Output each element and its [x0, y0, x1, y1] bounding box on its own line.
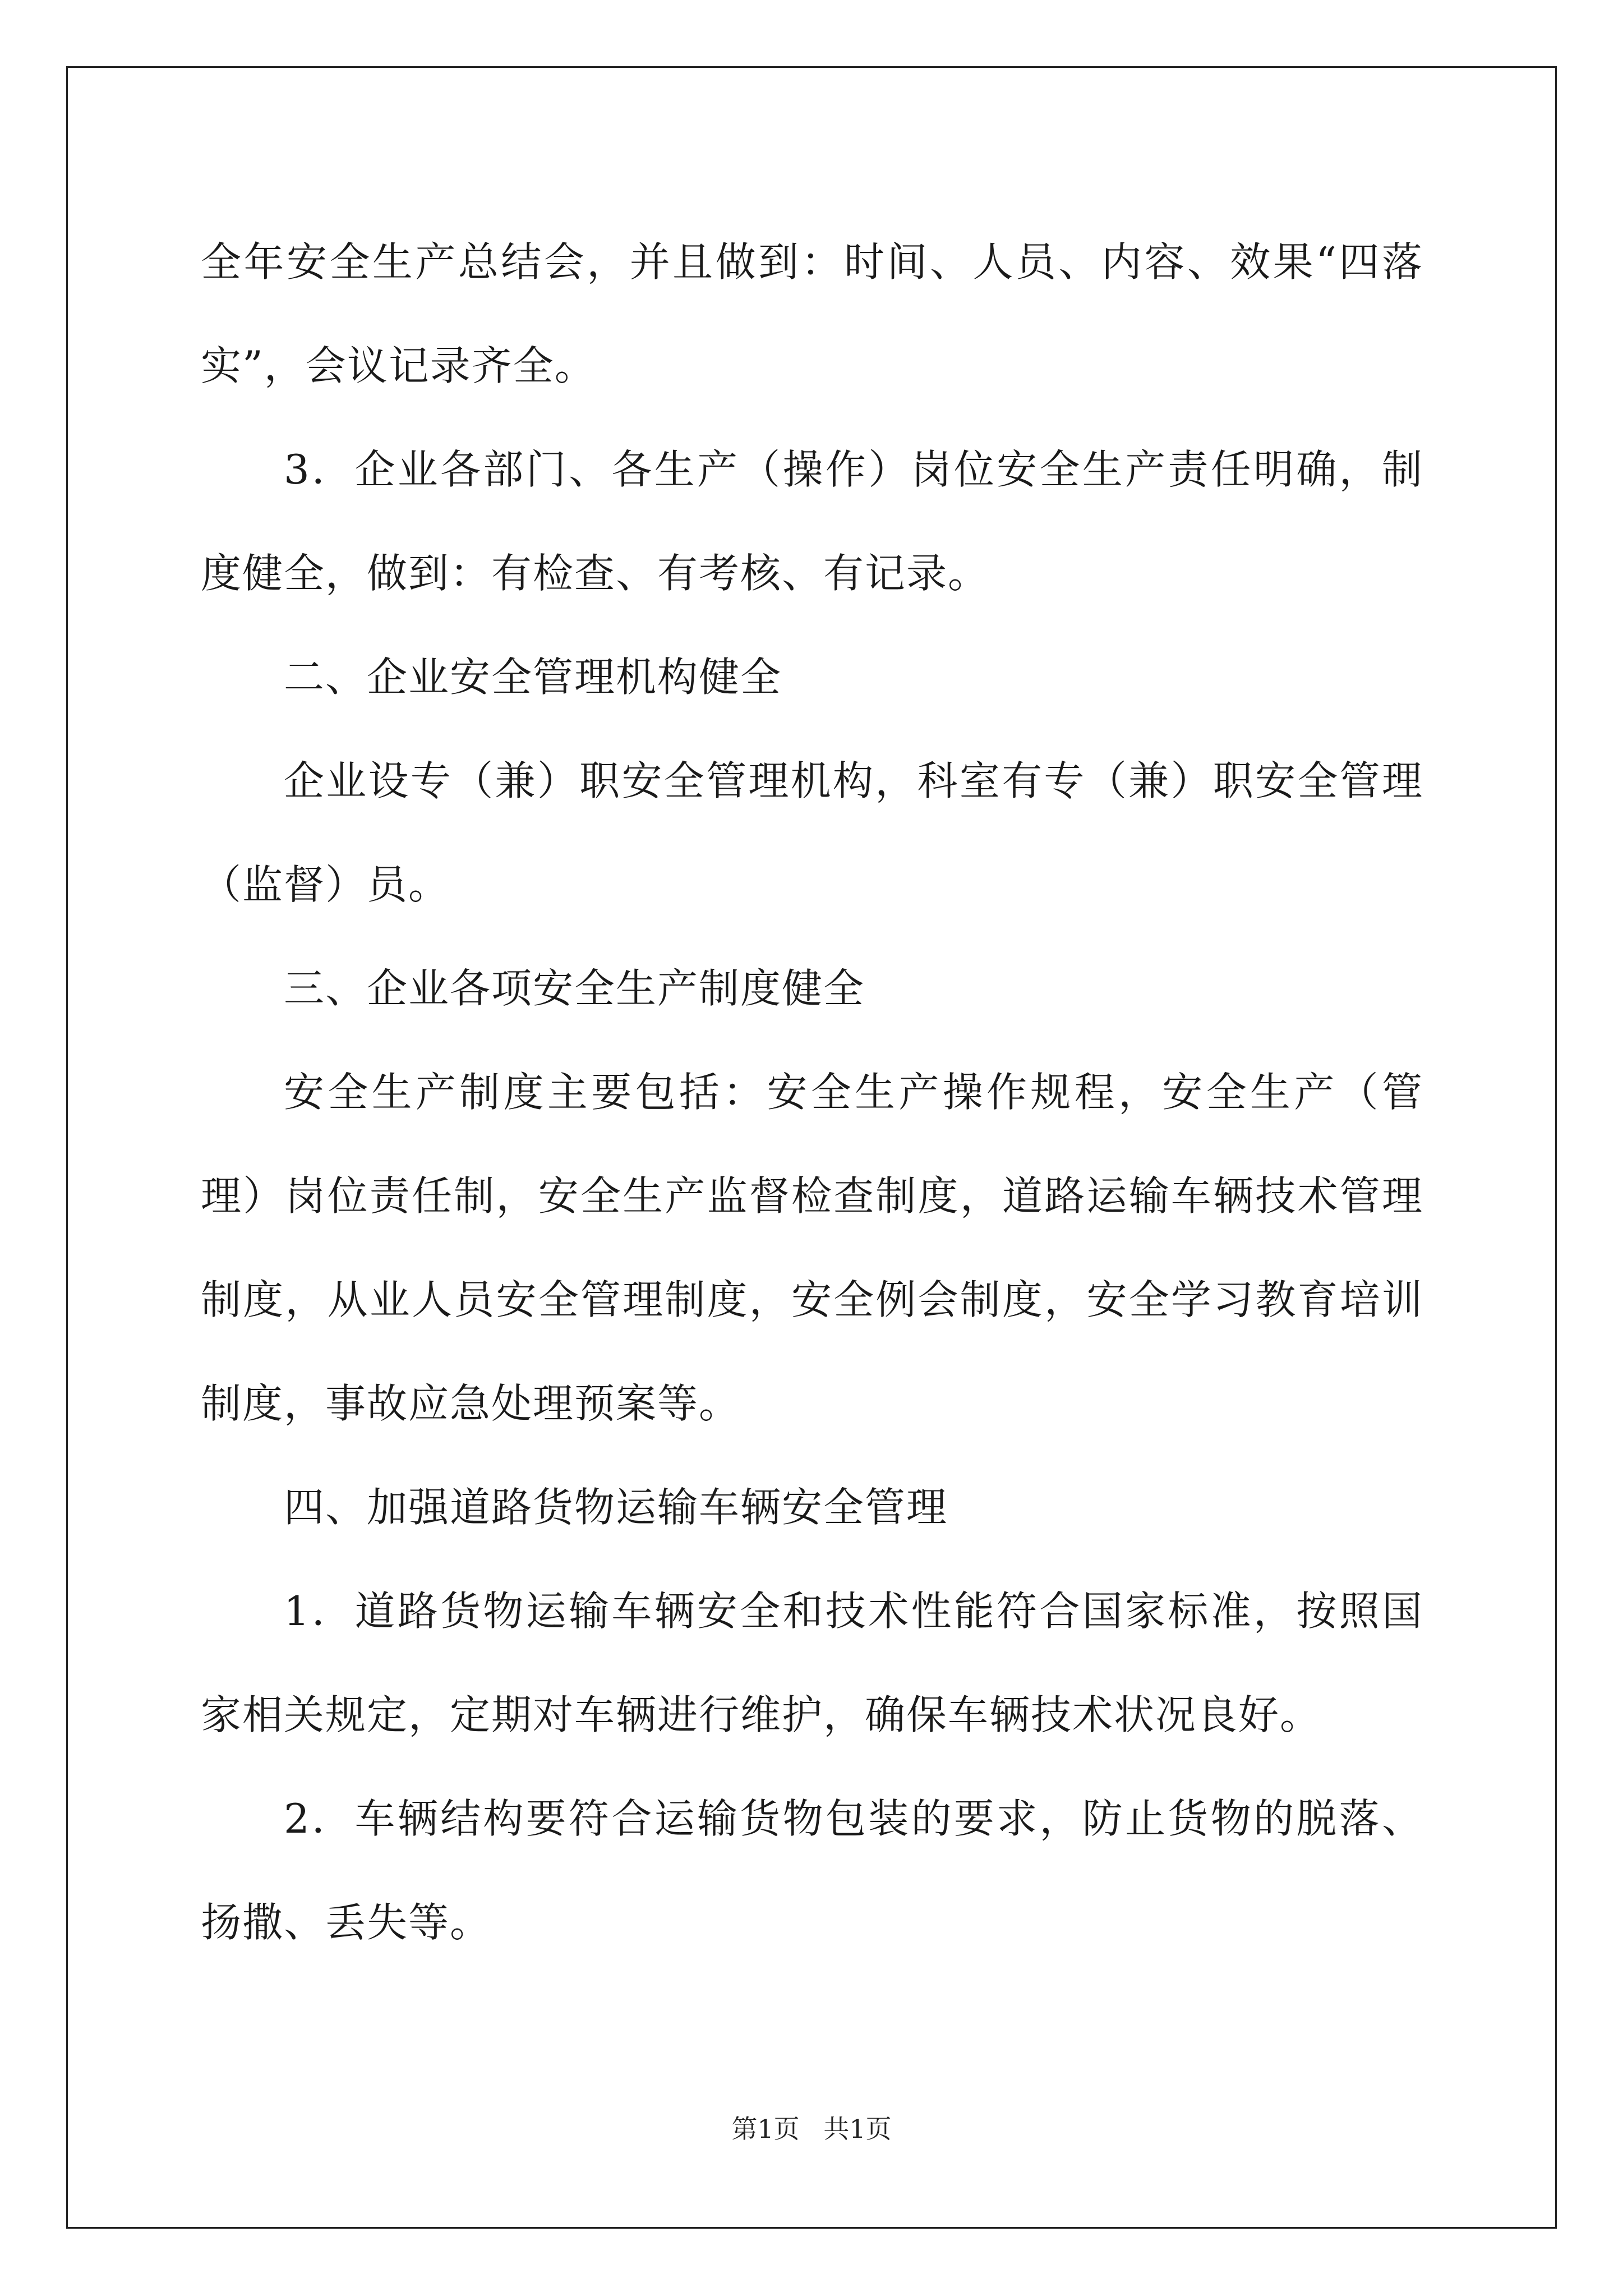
document-body [201, 210, 1423, 1975]
page-total: 共1页 [823, 2114, 892, 2144]
section-heading-4: 四、加强道路货物运输车辆安全管理 [284, 1484, 948, 1531]
paragraph-6: 2．车辆结构要符合运输货物包装的要求，防止货物的脱落、扬撒、丢失等。 [201, 1795, 1423, 1946]
paragraph-2: 3．企业各部门、各生产（操作）岗位安全生产责任明确，制度健全，做到：有检查、有考核、有记录。 [201, 446, 1423, 597]
section-heading-3: 三、企业各项安全生产制度健全 [284, 965, 865, 1012]
paragraph-4: 安全生产制度主要包括：安全生产操作规程，安全生产（管理）岗位责任制，安全生产监督检查制度，道路运输车辆技术管理制度，从业人员安全管理制度，安全例会制度，安全学习教育培训制度，事故应急处理预案等。 [201, 1069, 1423, 1427]
paragraph-5: 1．道路货物运输车辆安全和技术性能符合国家标准，按照国家相关规定，定期对车辆进行维护，确保车辆技术状况良好。 [201, 1588, 1423, 1738]
page-number: 第1页 [731, 2114, 800, 2144]
paragraph-3: 企业设专（兼）职安全管理机构，科室有专（兼）职安全管理（监督）员。 [201, 757, 1423, 908]
page-footer [0, 2112, 1623, 2146]
section-heading-2: 二、企业安全管理机构健全 [284, 654, 782, 701]
paragraph-1: 全年安全生产总结会，并且做到：时间、人员、内容、效果“四落实”，会议记录齐全。 [201, 238, 1423, 389]
